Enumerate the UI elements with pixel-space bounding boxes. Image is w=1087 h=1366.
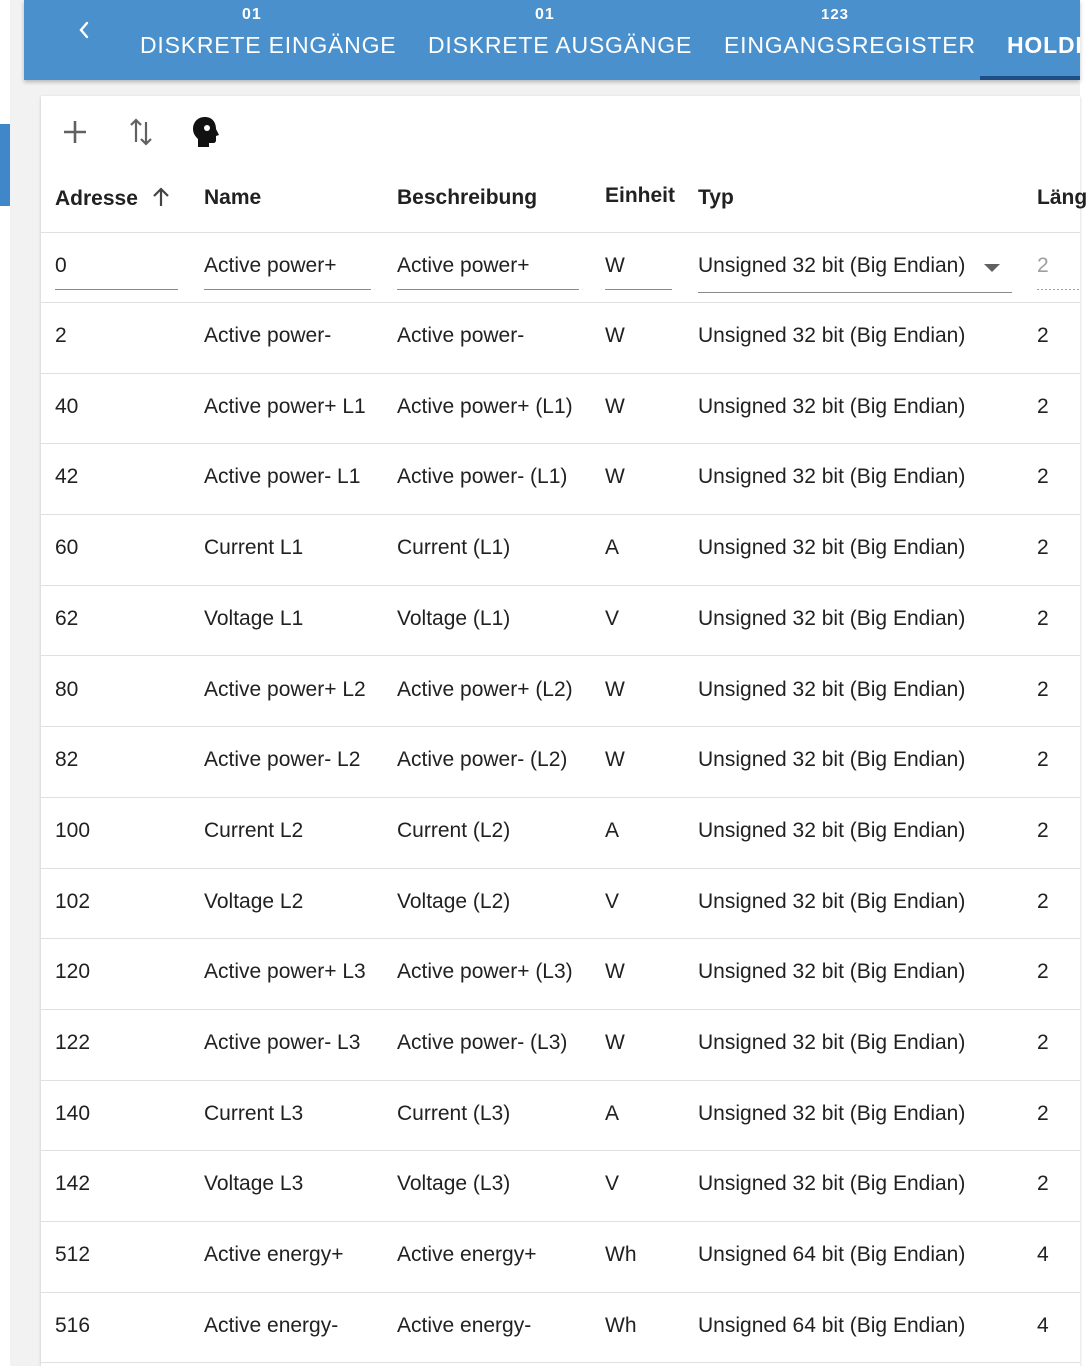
description-field-underline: [397, 289, 579, 290]
swap-vertical-icon: [127, 116, 155, 148]
cell-name: Current L2: [204, 818, 304, 842]
cell-name: Current L3: [204, 1101, 304, 1125]
cell-length: 2: [1037, 606, 1049, 630]
cell-name: Active power+ L1: [204, 394, 366, 418]
cell-type: Unsigned 32 bit (Big Endian): [698, 1172, 966, 1196]
table-row[interactable]: [41, 939, 1080, 1010]
cell-description: Active energy-: [397, 1313, 532, 1337]
address-field[interactable]: 0: [55, 254, 67, 277]
binary-icon: 01: [535, 6, 555, 23]
cell-unit: V: [605, 1172, 620, 1196]
length-field: 2: [1037, 254, 1049, 277]
arrow-up-icon: [150, 186, 172, 208]
tab-label: DISKRETE AUSGÄNGE: [428, 32, 693, 58]
cell-type: Unsigned 32 bit (Big Endian): [698, 606, 966, 630]
cell-address: 516: [55, 1313, 91, 1337]
cell-name: Voltage L3: [204, 1172, 304, 1196]
cell-type: Unsigned 32 bit (Big Endian): [698, 465, 966, 489]
column-header-name[interactable]: Name: [204, 186, 262, 209]
tab-label: EINGANGSREGISTER: [724, 32, 976, 58]
cell-address: 142: [55, 1172, 91, 1196]
tab-discrete-outputs[interactable]: [428, 0, 693, 80]
cell-length: 2: [1037, 818, 1049, 842]
numeric-icon: 123: [821, 6, 850, 23]
sort-button[interactable]: [123, 114, 159, 150]
cell-unit: W: [605, 324, 625, 347]
tab-input-registers[interactable]: [724, 0, 976, 80]
table-row[interactable]: [41, 374, 1080, 445]
cell-name: Active power- L3: [204, 1031, 361, 1054]
cell-description: Voltage (L1): [397, 606, 511, 630]
column-header-description[interactable]: Beschreibung: [397, 186, 538, 209]
cell-length: 2: [1037, 324, 1049, 347]
cell-name: Active power- L1: [204, 465, 361, 489]
cell-unit: A: [605, 818, 620, 842]
cell-name: Active power+ L2: [204, 677, 366, 701]
column-header-address[interactable]: Adresse: [55, 186, 172, 211]
cell-type: Unsigned 32 bit (Big Endian): [698, 748, 966, 772]
table-row[interactable]: [41, 1151, 1080, 1222]
cell-type: Unsigned 32 bit (Big Endian): [698, 677, 966, 701]
cell-description: Active power-: [397, 324, 525, 347]
tab-label: DISKRETE EINGÄNGE: [140, 32, 397, 58]
cell-length: 2: [1037, 394, 1049, 418]
cell-address: 62: [55, 606, 79, 630]
cell-length: 2: [1037, 536, 1049, 560]
cell-length: 2: [1037, 960, 1049, 984]
cell-name: Voltage L2: [204, 889, 304, 913]
add-button[interactable]: [57, 114, 93, 150]
chevron-left-icon: [77, 20, 91, 40]
cell-address: 100: [55, 818, 91, 842]
cell-unit: W: [605, 748, 625, 772]
cell-name: Active energy-: [204, 1313, 339, 1337]
cell-address: 82: [55, 748, 79, 772]
table-row[interactable]: [41, 1293, 1080, 1364]
tab-discrete-inputs[interactable]: [140, 0, 397, 80]
cell-unit: W: [605, 1031, 625, 1054]
active-tab-indicator: [980, 76, 1080, 80]
cell-length: 2: [1037, 1172, 1049, 1196]
cell-unit: Wh: [605, 1243, 637, 1267]
binary-icon: 01: [242, 6, 262, 23]
tab-label: HOLDI: [1007, 32, 1083, 58]
cell-description: Active power+ (L3): [397, 960, 573, 984]
table-row[interactable]: [41, 727, 1080, 798]
column-header-type[interactable]: Typ: [698, 186, 734, 209]
column-header-unit[interactable]: Einheit: [605, 184, 676, 207]
registers-card: [41, 96, 1087, 1366]
cell-description: Active energy+: [397, 1243, 537, 1267]
cell-description: Current (L3): [397, 1101, 511, 1125]
cell-length: 2: [1037, 748, 1049, 772]
cell-unit: W: [605, 394, 625, 418]
cell-length: 2: [1037, 1101, 1049, 1125]
column-header-length[interactable]: Läng: [1037, 186, 1087, 209]
cell-name: Active power-: [204, 324, 332, 347]
cell-type: Unsigned 32 bit (Big Endian): [698, 1031, 966, 1054]
cell-description: Active power- (L1): [397, 465, 568, 489]
name-field-underline: [204, 289, 371, 290]
cell-unit: W: [605, 960, 625, 984]
table-row[interactable]: [41, 869, 1080, 940]
cell-name: Active power+ L3: [204, 960, 366, 984]
cell-unit: A: [605, 1101, 620, 1125]
address-field-underline: [55, 289, 178, 290]
cell-length: 2: [1037, 465, 1049, 489]
cell-address: 102: [55, 889, 91, 913]
cell-unit: W: [605, 465, 625, 489]
cell-type: Unsigned 32 bit (Big Endian): [698, 960, 966, 984]
cell-length: 2: [1037, 889, 1049, 913]
cell-type: Unsigned 32 bit (Big Endian): [698, 1101, 966, 1125]
cell-unit: A: [605, 536, 620, 560]
cell-length: 2: [1037, 677, 1049, 701]
table-row[interactable]: [41, 444, 1080, 515]
cell-description: Current (L2): [397, 818, 511, 842]
cell-description: Voltage (L2): [397, 889, 511, 913]
cell-unit: V: [605, 889, 620, 913]
side-panel-active-item[interactable]: [0, 124, 10, 206]
cell-type: Unsigned 32 bit (Big Endian): [698, 394, 966, 418]
cell-name: Active power- L2: [204, 748, 361, 772]
table-row[interactable]: [41, 1222, 1080, 1293]
cell-type: Unsigned 64 bit (Big Endian): [698, 1243, 966, 1267]
name-field[interactable]: Active power+: [204, 254, 337, 277]
unit-field-underline: [605, 289, 672, 290]
back-button[interactable]: [70, 16, 98, 44]
type-select[interactable]: Unsigned 32 bit (Big Endian): [698, 254, 966, 277]
plus-icon: [62, 119, 88, 145]
cell-address: 2: [55, 324, 67, 347]
cell-unit: W: [605, 677, 625, 701]
type-select-underline: [698, 292, 1012, 293]
cell-unit: V: [605, 606, 620, 630]
cell-address: 80: [55, 677, 79, 701]
description-field[interactable]: Active power+: [397, 254, 530, 277]
cell-type: Unsigned 64 bit (Big Endian): [698, 1313, 966, 1337]
cell-address: 60: [55, 536, 79, 560]
cell-description: Voltage (L3): [397, 1172, 511, 1196]
table-row[interactable]: [41, 657, 1080, 728]
table-row[interactable]: [41, 303, 1080, 374]
header-divider: [41, 232, 1080, 233]
table-row[interactable]: [41, 1081, 1080, 1152]
cell-description: Active power+ (L2): [397, 677, 573, 701]
cell-length: 4: [1037, 1243, 1049, 1267]
cell-unit: Wh: [605, 1313, 637, 1337]
cell-type: Unsigned 32 bit (Big Endian): [698, 889, 966, 913]
cell-address: 40: [55, 394, 79, 418]
table-row[interactable]: [41, 515, 1080, 586]
cell-description: Active power- (L3): [397, 1031, 568, 1054]
table-row[interactable]: [41, 1010, 1080, 1081]
row-divider: [41, 1362, 1080, 1363]
cell-type: Unsigned 32 bit (Big Endian): [698, 818, 966, 842]
length-field-underline: [1037, 289, 1080, 290]
unit-field[interactable]: W: [605, 254, 625, 277]
cell-length: 4: [1037, 1313, 1049, 1337]
cell-address: 120: [55, 960, 91, 984]
cell-address: 122: [55, 1031, 91, 1054]
cell-description: Active power- (L2): [397, 748, 568, 772]
cell-type: Unsigned 32 bit (Big Endian): [698, 324, 966, 347]
import-button[interactable]: [187, 114, 223, 150]
cell-description: Current (L1): [397, 536, 511, 560]
cell-name: Active energy+: [204, 1243, 344, 1267]
tab-holding-registers[interactable]: [1007, 0, 1087, 80]
app-bar: [24, 0, 1083, 80]
table-row[interactable]: [41, 586, 1080, 657]
cell-name: Voltage L1: [204, 606, 304, 630]
dropdown-arrow-icon[interactable]: [983, 263, 1001, 273]
cell-address: 42: [55, 465, 79, 489]
cell-address: 140: [55, 1101, 91, 1125]
head-profile-icon: [190, 115, 220, 149]
table-row[interactable]: [41, 798, 1080, 869]
cell-address: 512: [55, 1243, 91, 1267]
cell-description: Active power+ (L1): [397, 394, 573, 418]
cell-name: Current L1: [204, 536, 304, 560]
cell-length: 2: [1037, 1031, 1049, 1054]
cell-type: Unsigned 32 bit (Big Endian): [698, 536, 966, 560]
